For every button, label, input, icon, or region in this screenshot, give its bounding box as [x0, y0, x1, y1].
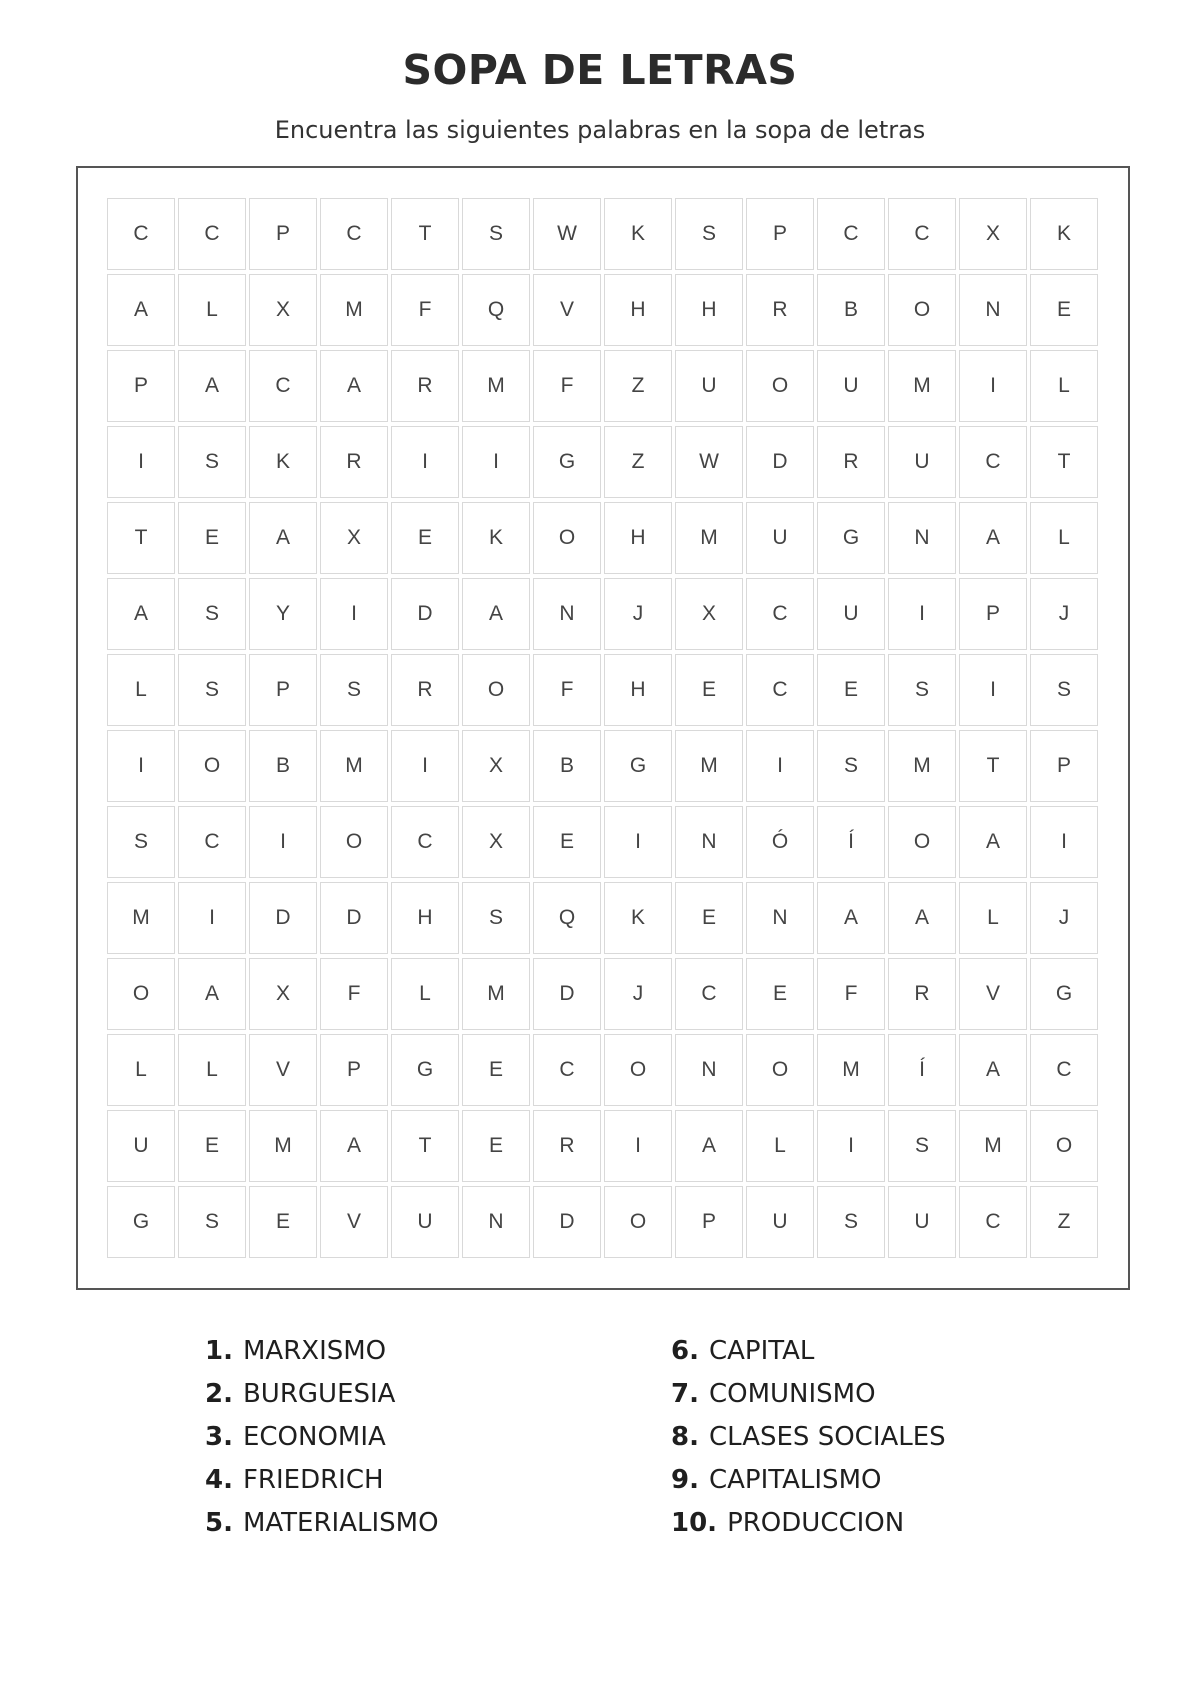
grid-cell[interactable]: H [391, 882, 459, 954]
grid-cell[interactable]: S [178, 1186, 246, 1258]
grid-cell[interactable]: X [959, 198, 1027, 270]
page-title: SOPA DE LETRAS [402, 46, 798, 94]
grid-cell[interactable]: S [817, 1186, 885, 1258]
grid-cell[interactable]: X [249, 958, 317, 1030]
grid-cell[interactable]: M [320, 730, 388, 802]
grid-cell[interactable]: R [533, 1110, 601, 1182]
grid-cell[interactable]: X [320, 502, 388, 574]
grid-cell[interactable]: L [107, 1034, 175, 1106]
grid-cell[interactable]: T [391, 1110, 459, 1182]
grid-cell[interactable]: E [391, 502, 459, 574]
grid-cell[interactable]: C [178, 806, 246, 878]
grid-cell[interactable]: C [391, 806, 459, 878]
grid-cell[interactable]: U [675, 350, 743, 422]
grid-cell[interactable]: G [604, 730, 672, 802]
grid-cell[interactable]: E [178, 1110, 246, 1182]
grid-cell[interactable]: X [675, 578, 743, 650]
word-number: 5. [205, 1508, 233, 1538]
grid-cell[interactable]: I [107, 426, 175, 498]
grid-cell[interactable]: R [391, 350, 459, 422]
grid-cell[interactable]: M [959, 1110, 1027, 1182]
grid-cell[interactable]: O [178, 730, 246, 802]
grid-cell[interactable]: M [107, 882, 175, 954]
grid-cell[interactable]: R [817, 426, 885, 498]
word-text: PRODUCCION [727, 1508, 905, 1538]
grid-cell[interactable]: M [675, 502, 743, 574]
grid-cell[interactable]: Z [604, 426, 672, 498]
grid-cell[interactable]: F [391, 274, 459, 346]
grid-cell[interactable]: E [178, 502, 246, 574]
grid-cell[interactable]: C [888, 198, 956, 270]
grid-cell[interactable]: I [959, 654, 1027, 726]
grid-cell[interactable]: H [604, 274, 672, 346]
grid-cell[interactable]: D [746, 426, 814, 498]
grid-cell[interactable]: I [178, 882, 246, 954]
grid-cell[interactable]: P [675, 1186, 743, 1258]
grid-cell[interactable]: U [817, 350, 885, 422]
word-text: ECONOMIA [242, 1422, 386, 1452]
word-list-item [205, 1336, 439, 1379]
grid-cell[interactable]: D [391, 578, 459, 650]
grid-cell[interactable]: A [462, 578, 530, 650]
grid-cell[interactable]: G [1030, 958, 1098, 1030]
grid-cell[interactable]: U [746, 1186, 814, 1258]
grid-cell[interactable]: S [675, 198, 743, 270]
grid-cell[interactable]: R [320, 426, 388, 498]
grid-cell[interactable]: E [533, 806, 601, 878]
grid-cell[interactable]: N [675, 1034, 743, 1106]
grid-cell[interactable]: I [817, 1110, 885, 1182]
letter-grid [107, 198, 1098, 1258]
grid-cell[interactable]: S [462, 882, 530, 954]
grid-cell[interactable]: F [320, 958, 388, 1030]
grid-cell[interactable]: O [746, 1034, 814, 1106]
grid-cell[interactable]: I [746, 730, 814, 802]
grid-cell[interactable]: L [178, 1034, 246, 1106]
grid-cell[interactable]: K [1030, 198, 1098, 270]
word-number: 6. [671, 1336, 699, 1366]
grid-cell[interactable]: R [391, 654, 459, 726]
grid-cell[interactable]: X [462, 806, 530, 878]
grid-cell[interactable]: Í [888, 1034, 956, 1106]
grid-cell[interactable]: H [675, 274, 743, 346]
grid-cell[interactable]: E [462, 1110, 530, 1182]
grid-cell[interactable]: P [249, 198, 317, 270]
grid-cell[interactable]: L [391, 958, 459, 1030]
grid-cell[interactable]: L [1030, 502, 1098, 574]
word-list-item [671, 1379, 946, 1422]
word-list-item [205, 1422, 439, 1465]
grid-cell[interactable]: C [1030, 1034, 1098, 1106]
grid-cell[interactable]: C [675, 958, 743, 1030]
grid-cell[interactable]: I [959, 350, 1027, 422]
grid-cell[interactable]: K [604, 882, 672, 954]
grid-cell[interactable]: H [604, 502, 672, 574]
grid-cell[interactable]: N [959, 274, 1027, 346]
word-list-right [671, 1336, 946, 1551]
grid-cell[interactable]: S [1030, 654, 1098, 726]
grid-cell[interactable]: E [817, 654, 885, 726]
grid-cell[interactable]: U [391, 1186, 459, 1258]
grid-cell[interactable]: A [959, 1034, 1027, 1106]
word-list-item [205, 1508, 439, 1551]
grid-cell[interactable]: C [746, 578, 814, 650]
grid-cell[interactable]: A [249, 502, 317, 574]
grid-cell[interactable]: P [107, 350, 175, 422]
grid-cell[interactable]: V [320, 1186, 388, 1258]
grid-cell[interactable]: V [249, 1034, 317, 1106]
grid-cell[interactable]: S [320, 654, 388, 726]
word-list-item [671, 1336, 946, 1379]
word-text: MATERIALISMO [242, 1508, 439, 1538]
grid-cell[interactable]: D [320, 882, 388, 954]
grid-cell[interactable]: O [888, 274, 956, 346]
grid-cell[interactable]: G [817, 502, 885, 574]
grid-cell[interactable]: S [178, 426, 246, 498]
word-text: CAPITALISMO [708, 1465, 882, 1495]
grid-cell[interactable]: I [391, 426, 459, 498]
grid-cell[interactable]: S [888, 654, 956, 726]
grid-cell[interactable]: Q [533, 882, 601, 954]
word-number: 2. [205, 1379, 233, 1409]
grid-cell[interactable]: L [107, 654, 175, 726]
grid-cell[interactable]: B [817, 274, 885, 346]
grid-cell[interactable]: P [1030, 730, 1098, 802]
grid-cell[interactable]: L [746, 1110, 814, 1182]
grid-cell[interactable]: I [1030, 806, 1098, 878]
grid-cell[interactable]: D [533, 1186, 601, 1258]
grid-cell[interactable]: V [533, 274, 601, 346]
grid-cell[interactable]: O [746, 350, 814, 422]
grid-cell[interactable]: L [1030, 350, 1098, 422]
grid-cell[interactable]: Í [817, 806, 885, 878]
grid-cell[interactable]: F [533, 654, 601, 726]
grid-cell[interactable]: W [533, 198, 601, 270]
grid-cell[interactable]: M [888, 350, 956, 422]
grid-cell[interactable]: L [959, 882, 1027, 954]
grid-cell[interactable]: U [746, 502, 814, 574]
grid-cell[interactable]: Z [1030, 1186, 1098, 1258]
grid-cell[interactable]: M [462, 958, 530, 1030]
grid-cell[interactable]: N [888, 502, 956, 574]
grid-cell[interactable]: T [1030, 426, 1098, 498]
grid-cell[interactable]: T [391, 198, 459, 270]
word-text: BURGUESIA [242, 1379, 396, 1409]
grid-cell[interactable]: E [1030, 274, 1098, 346]
grid-cell[interactable]: A [178, 958, 246, 1030]
grid-cell[interactable]: U [888, 1186, 956, 1258]
grid-cell[interactable]: C [746, 654, 814, 726]
grid-cell[interactable]: U [817, 578, 885, 650]
grid-cell[interactable]: J [604, 958, 672, 1030]
grid-cell[interactable]: F [817, 958, 885, 1030]
grid-cell[interactable]: P [320, 1034, 388, 1106]
grid-cell[interactable]: S [178, 578, 246, 650]
grid-cell[interactable]: J [604, 578, 672, 650]
grid-cell[interactable]: C [249, 350, 317, 422]
page-subtitle: Encuentra las siguientes palabras en la sopa de letras [274, 116, 926, 144]
word-list-item [205, 1379, 439, 1422]
grid-cell[interactable]: L [178, 274, 246, 346]
grid-cell[interactable]: I [391, 730, 459, 802]
grid-cell[interactable]: A [320, 1110, 388, 1182]
grid-cell[interactable]: I [604, 806, 672, 878]
word-number: 10. [671, 1508, 718, 1538]
word-number: 1. [205, 1336, 233, 1366]
grid-cell[interactable]: P [746, 198, 814, 270]
grid-cell[interactable]: N [746, 882, 814, 954]
grid-cell[interactable]: I [888, 578, 956, 650]
grid-cell[interactable]: G [533, 426, 601, 498]
word-list-item [671, 1508, 946, 1551]
grid-cell[interactable]: C [959, 1186, 1027, 1258]
word-number: 4. [205, 1465, 233, 1495]
grid-cell[interactable]: M [817, 1034, 885, 1106]
word-text: CLASES SOCIALES [708, 1422, 946, 1452]
word-number: 8. [671, 1422, 699, 1452]
grid-cell[interactable]: E [675, 882, 743, 954]
grid-cell[interactable]: V [959, 958, 1027, 1030]
grid-cell[interactable]: O [888, 806, 956, 878]
grid-cell[interactable]: N [462, 1186, 530, 1258]
grid-cell[interactable]: O [107, 958, 175, 1030]
grid-cell[interactable]: O [1030, 1110, 1098, 1182]
grid-cell[interactable]: T [107, 502, 175, 574]
grid-cell[interactable]: D [533, 958, 601, 1030]
grid-cell[interactable]: C [817, 198, 885, 270]
grid-cell[interactable]: F [533, 350, 601, 422]
grid-cell[interactable]: O [533, 502, 601, 574]
grid-cell[interactable]: J [1030, 882, 1098, 954]
grid-cell[interactable]: X [249, 274, 317, 346]
grid-cell[interactable]: M [888, 730, 956, 802]
grid-cell[interactable]: A [888, 882, 956, 954]
grid-cell[interactable]: P [249, 654, 317, 726]
grid-cell[interactable]: M [675, 730, 743, 802]
grid-cell[interactable]: A [675, 1110, 743, 1182]
grid-cell[interactable]: B [249, 730, 317, 802]
grid-cell[interactable]: Ó [746, 806, 814, 878]
grid-cell[interactable]: A [959, 806, 1027, 878]
grid-cell[interactable]: S [178, 654, 246, 726]
grid-cell[interactable]: I [107, 730, 175, 802]
grid-cell[interactable]: M [320, 274, 388, 346]
grid-cell[interactable]: A [178, 350, 246, 422]
grid-cell[interactable]: A [817, 882, 885, 954]
grid-cell[interactable]: A [107, 274, 175, 346]
grid-cell[interactable]: I [249, 806, 317, 878]
word-text: CAPITAL [708, 1336, 815, 1366]
grid-cell[interactable]: A [320, 350, 388, 422]
grid-cell[interactable]: E [675, 654, 743, 726]
word-text: MARXISMO [242, 1336, 387, 1366]
grid-cell[interactable]: K [604, 198, 672, 270]
word-text: FRIEDRICH [242, 1465, 384, 1495]
word-list-item [671, 1465, 946, 1508]
grid-cell[interactable]: P [959, 578, 1027, 650]
grid-cell[interactable]: D [249, 882, 317, 954]
grid-cell[interactable]: T [959, 730, 1027, 802]
grid-cell[interactable]: E [249, 1186, 317, 1258]
grid-cell[interactable]: S [462, 198, 530, 270]
grid-cell[interactable]: S [817, 730, 885, 802]
grid-cell[interactable]: G [391, 1034, 459, 1106]
word-list-left [205, 1336, 439, 1551]
grid-cell[interactable]: B [533, 730, 601, 802]
grid-cell[interactable]: Y [249, 578, 317, 650]
grid-cell[interactable]: U [888, 426, 956, 498]
grid-cell[interactable]: O [320, 806, 388, 878]
grid-cell[interactable]: I [462, 426, 530, 498]
grid-cell[interactable]: S [107, 806, 175, 878]
grid-cell[interactable]: A [107, 578, 175, 650]
grid-cell[interactable]: R [746, 274, 814, 346]
grid-cell[interactable]: Q [462, 274, 530, 346]
grid-cell[interactable]: X [462, 730, 530, 802]
grid-cell[interactable]: O [604, 1186, 672, 1258]
grid-cell[interactable]: E [462, 1034, 530, 1106]
grid-cell[interactable]: M [462, 350, 530, 422]
word-number: 3. [205, 1422, 233, 1452]
word-list-item [205, 1465, 439, 1508]
grid-cell[interactable]: I [320, 578, 388, 650]
grid-cell[interactable]: O [604, 1034, 672, 1106]
grid-cell[interactable]: Z [604, 350, 672, 422]
grid-cell[interactable]: H [604, 654, 672, 726]
grid-cell[interactable]: U [107, 1110, 175, 1182]
grid-cell[interactable]: C [320, 198, 388, 270]
grid-cell[interactable]: W [675, 426, 743, 498]
grid-cell[interactable]: N [533, 578, 601, 650]
grid-cell[interactable]: S [888, 1110, 956, 1182]
grid-cell[interactable]: C [178, 198, 246, 270]
word-list-item [671, 1422, 946, 1465]
grid-cell[interactable]: I [604, 1110, 672, 1182]
grid-cell[interactable]: K [249, 426, 317, 498]
grid-cell[interactable]: G [107, 1186, 175, 1258]
word-text: COMUNISMO [708, 1379, 876, 1409]
grid-cell[interactable]: O [462, 654, 530, 726]
word-number: 7. [671, 1379, 699, 1409]
grid-cell[interactable]: A [959, 502, 1027, 574]
grid-cell[interactable]: C [533, 1034, 601, 1106]
grid-cell[interactable]: K [462, 502, 530, 574]
grid-cell[interactable]: J [1030, 578, 1098, 650]
grid-cell[interactable]: C [107, 198, 175, 270]
grid-cell[interactable]: M [249, 1110, 317, 1182]
grid-cell[interactable]: C [959, 426, 1027, 498]
word-number: 9. [671, 1465, 699, 1495]
grid-cell[interactable]: R [888, 958, 956, 1030]
grid-cell[interactable]: N [675, 806, 743, 878]
grid-cell[interactable]: E [746, 958, 814, 1030]
